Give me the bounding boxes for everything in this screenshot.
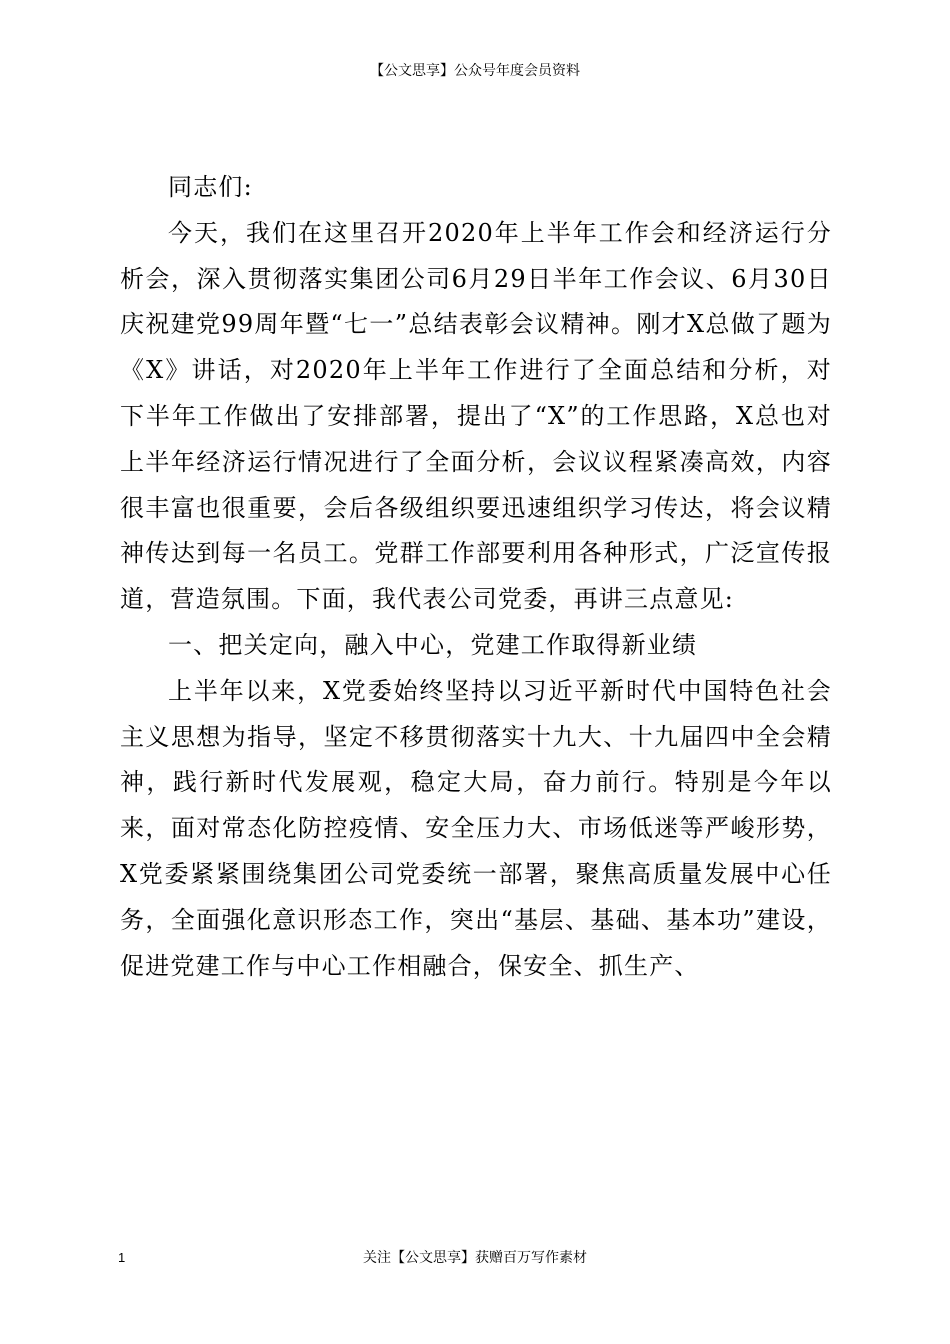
paragraph-section-1: 上半年以来，X党委始终坚持以习近平新时代中国特色社会主义思想为指导，坚定不移贯彻落实十九大、十九届四中全会精神，践行新时代发展观，稳定大局，奋力前行。特别是今年以来，面对常态化防控疫情、安全压力大、市场低迷等严峻形势，X党委紧紧围绕集团公司党委统一部署，聚焦高质量发展中心任务，全面强化意识形态工作，突出“基层、基础、基本功”建设，促进党建工作与中心工作相融合，保安全、抓生产、 xyxy=(120,676,832,980)
page-header: 【公文思享】公众号年度会员资料 xyxy=(370,63,580,79)
greeting: 同志们: xyxy=(168,173,253,201)
page-number: 1 xyxy=(118,1250,126,1265)
section-heading-1: 一、把关定向，融入中心，党建工作取得新业绩 xyxy=(168,630,698,659)
document-body xyxy=(120,165,832,989)
page-footer: 关注【公文思享】获赠百万写作素材 xyxy=(363,1250,587,1266)
paragraph-opening: 今天，我们在这里召开2020年上半年工作会和经济运行分析会，深入贯彻落实集团公司6月29日半年工作会议、6月30日庆祝建党99周年暨“七一”总结表彰会议精神。刚才X总做了题为《X》讲话，对2020年上半年工作进行了全面总结和分析，对下半年工作做出了安排部署，提出了“X”的工作思路，X总也对上半年经济运行情况进行了全面分析，会议议程紧凑高效，内容很丰富也很重要，会后各级组织要迅速组织学习传达，将会议精神传达到每一名员工。党群工作部要利用各种形式，广泛宣传报道，营造氛围。下面，我代表公司党委，再讲三点意见: xyxy=(120,218,832,614)
